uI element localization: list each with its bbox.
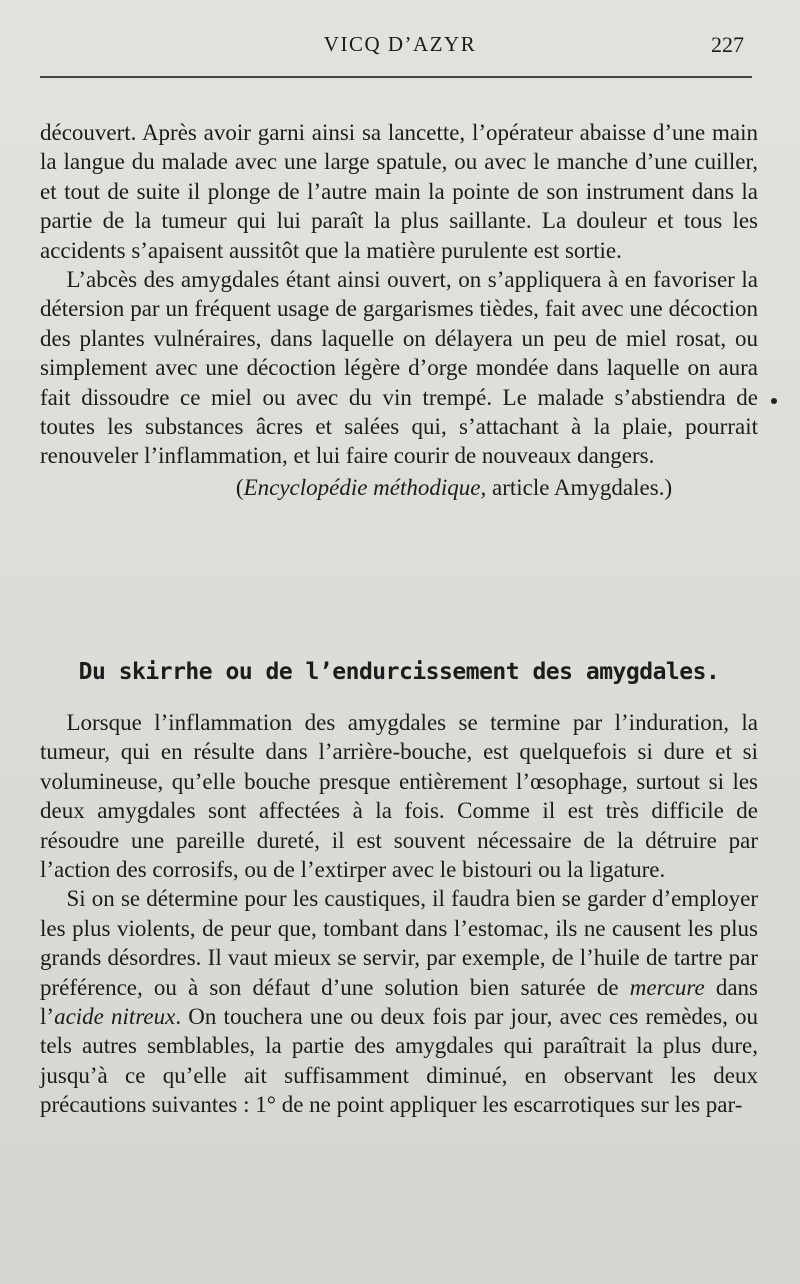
citation-rest: article Amygdales.) — [486, 474, 673, 500]
page-number: 227 — [711, 32, 744, 57]
running-head — [0, 32, 800, 62]
paragraph-4-part-a: Si on se détermine pour les caustiques, il faudra bien se garder d’employer les plus violents, de peur que, tombant dans l’estomac, ils ne causent les plus grands désordres. Il vaut mieux se servir, par exemple, de l’huile de tartre par préférence, ou à son défaut d’une solution bien saturée de — [40, 886, 758, 1000]
citation-work-title: Encyclopédie méthodique, — [243, 474, 487, 500]
paragraph-4 — [40, 884, 758, 1119]
paragraph-4-part-c: . On touchera une ou deux fois par jour, avec ces remèdes, ou tels autres semblables, la partie des amygdales qui paraîtrait la plus dure, jusqu’à ce qu’elle ait suffisamment diminué, en observant les deux précautions suivantes : 1° de ne point appliquer les escarrotiques sur les par- — [40, 1004, 758, 1118]
term-acide-nitreux: acide nitreux — [54, 1004, 176, 1030]
paragraph-3: Lorsque l’inflammation des amygdales se termine par l’induration, la tumeur, qui en résulte dans l’arrière-bouche, est quelquefois si dure et si volumineuse, qu’elle bouche presque entièrement l’œsophage, surtout si les deux amygdales sont affectées à la fois. Comme il est très difficile de résoudre une pareille dureté, il est souvent nécessaire de la détruire par l’action des corrosifs, ou de l’extirper avec le bistouri ou la ligature. — [40, 710, 758, 883]
running-title: VICQ D’AZYR — [323, 32, 477, 56]
paragraph-1: découvert. Après avoir garni ainsi sa lancette, l’opérateur abaisse d’une main la langue du malade avec une large spatule, ou avec le manche d’une cuiller, et tout de suite il plonge de l’autre main la pointe de son instrument dans la partie de la tumeur qui lui paraît la plus saillante. La douleur et tous les accidents s’apaisent aussitôt que la matière purulente est sortie. — [40, 120, 758, 263]
text-block-top — [40, 118, 758, 502]
header-rule — [40, 76, 752, 78]
paragraph-4-part-b: dans l’ — [40, 974, 758, 1030]
print-speck — [771, 398, 777, 404]
section-heading: Du skirrhe ou de l’endurcissement des amygdales. — [78, 659, 720, 685]
paragraph-2: L’abcès des amygdales étant ainsi ouvert, on s’appliquera à en favoriser la détersion par un fréquent usage de gargarismes tièdes, fait avec une décoction des plantes vulnéraires, dans laquelle on délayera un peu de miel rosat, ou simplement avec une décoction légère d’orge mondée dans laquelle on aura fait dissoudre ce miel ou avec du vin trempé. Le malade s’abstiendra de toutes les substances âcres et salées qui, s’attachant à la plaie, pourrait renouveler l’inflammation, et lui faire courir de nouveaux dangers. — [40, 267, 758, 469]
citation — [40, 473, 758, 502]
text-block-bottom — [40, 708, 758, 1120]
citation-open-paren: ( — [235, 474, 244, 500]
term-mercure: mercure — [629, 974, 705, 1000]
